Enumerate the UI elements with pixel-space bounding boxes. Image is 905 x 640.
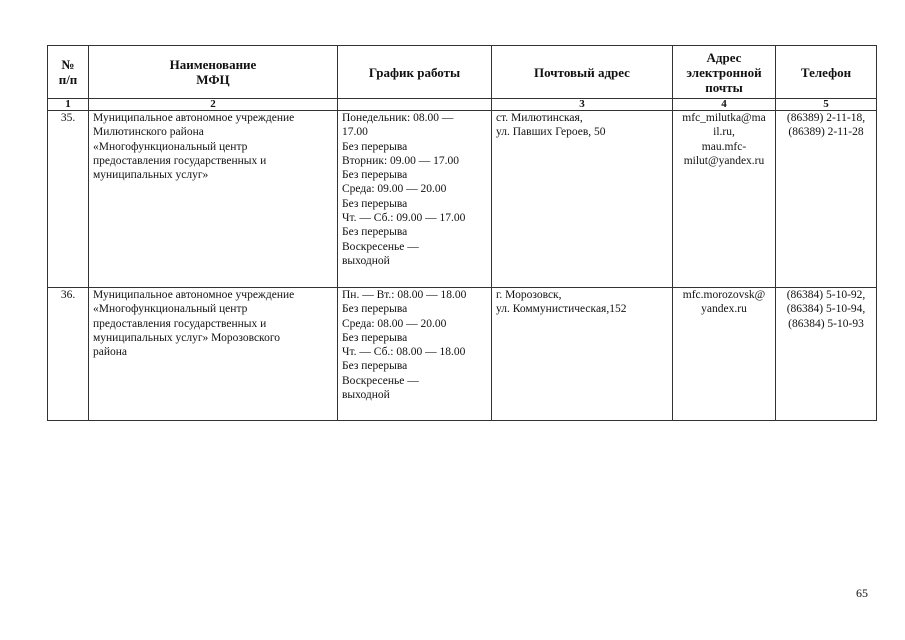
column-number-2: 2 xyxy=(89,99,338,111)
mfc-name: Муниципальное автономное учреждение «Многофункциональный центр предоставления государственных и муниципальных услуг» Морозовского района xyxy=(89,288,338,421)
header-number: № п/п xyxy=(48,46,89,99)
postal-address: г. Морозовск, ул. Коммунистическая,152 xyxy=(492,288,673,421)
phone-number: (86384) 5-10-92, (86384) 5-10-94, (86384) 5-10-93 xyxy=(776,288,877,421)
row-number: 35. xyxy=(48,111,89,288)
header-address: Почтовый адрес xyxy=(492,46,673,99)
header-phone: Телефон xyxy=(776,46,877,99)
column-number-3: 3 xyxy=(492,99,673,111)
column-number-1: 1 xyxy=(48,99,89,111)
email-address: mfc_milutka@ma il.ru, mau.mfc- milut@yandex.ru xyxy=(673,111,776,288)
mfc-name: Муниципальное автономное учреждение Милютинского района «Многофункциональный центр предоставления государственных и муниципальных услуг» xyxy=(89,111,338,288)
column-number-5: 5 xyxy=(776,99,877,111)
column-number-row xyxy=(48,99,877,111)
column-number-4: 4 xyxy=(673,99,776,111)
header-row xyxy=(48,46,877,99)
page-number: 65 xyxy=(856,586,868,600)
email-address: mfc.morozovsk@ yandex.ru xyxy=(673,288,776,421)
table-row xyxy=(48,111,877,288)
postal-address: ст. Милютинская, ул. Павших Героев, 50 xyxy=(492,111,673,288)
header-name: Наименование МФЦ xyxy=(89,46,338,99)
header-schedule: График работы xyxy=(338,46,492,99)
work-schedule: Понедельник: 08.00 — 17.00 Без перерыва Вторник: 09.00 — 17.00 Без перерыва Среда: 09.00 — 20.00 Без перерыва Чт. — Сб.: 09.00 — 17.00 Без перерыва Воскресенье — выходной xyxy=(338,111,492,288)
header-email: Адрес электронной почты xyxy=(673,46,776,99)
phone-number: (86389) 2-11-18, (86389) 2-11-28 xyxy=(776,111,877,288)
mfc-table xyxy=(47,45,877,421)
work-schedule: Пн. — Вт.: 08.00 — 18.00 Без перерыва Среда: 08.00 — 20.00 Без перерыва Чт. — Сб.: 08.00 — 18.00 Без перерыва Воскресенье — выходной xyxy=(338,288,492,421)
row-number: 36. xyxy=(48,288,89,421)
column-number-empty xyxy=(338,99,492,111)
table-row xyxy=(48,288,877,421)
